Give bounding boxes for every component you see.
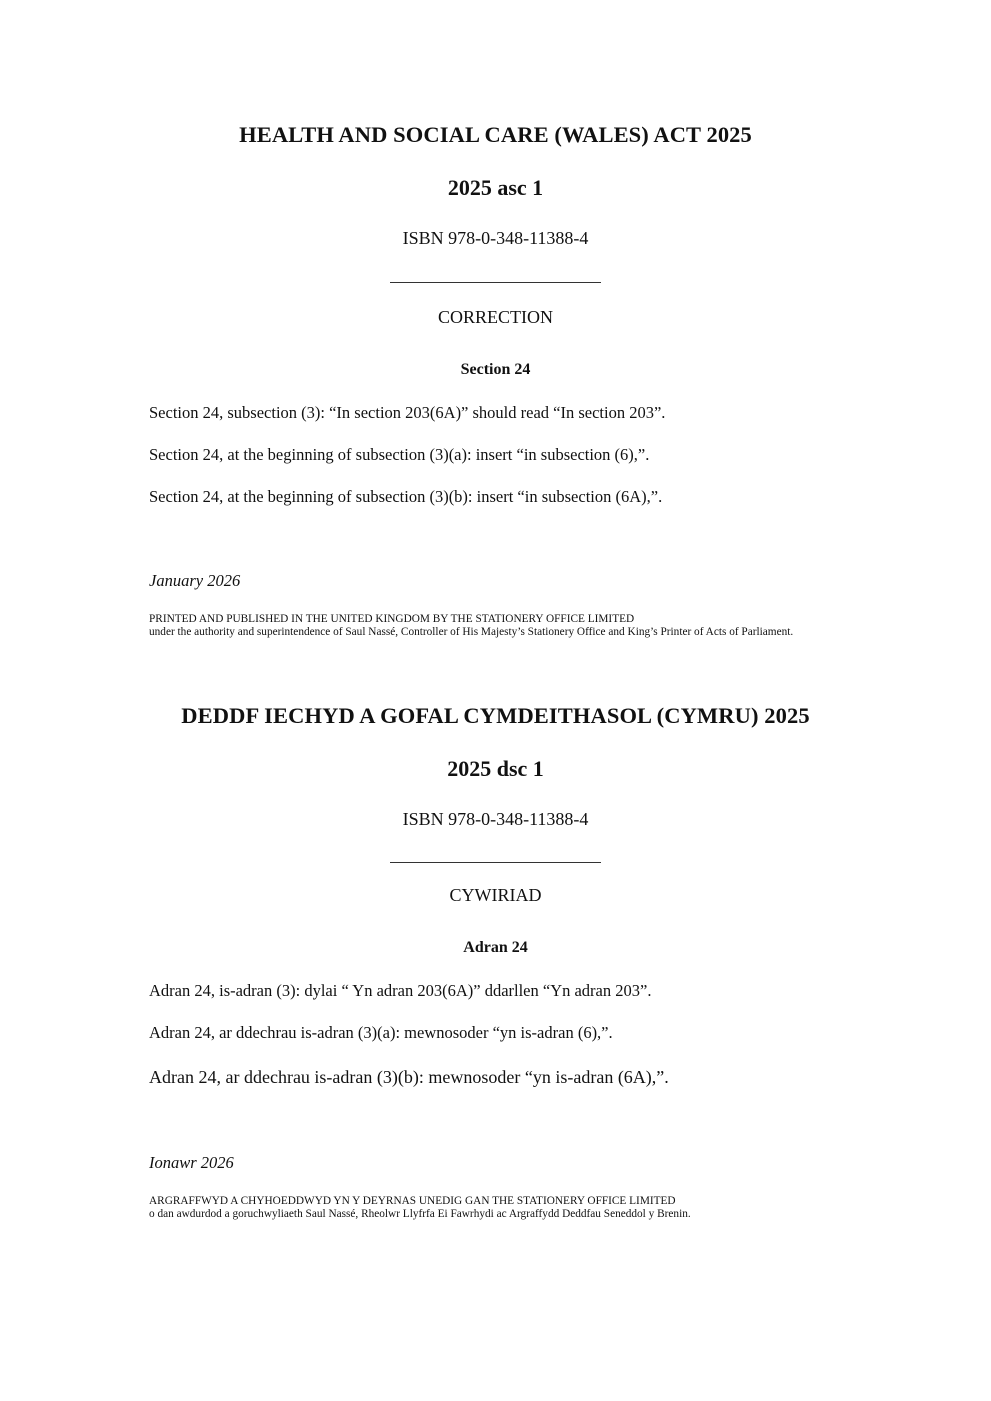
date-welsh: Ionawr 2026 [149, 1153, 234, 1172]
correction-item-english-2: Section 24, at the beginning of subsection (3)(a): insert “in subsection (6),”. [149, 445, 650, 464]
correction-item-welsh-3: Adran 24, ar ddechrau is-adran (3)(b): mewnosoder “yn is-adran (6A),”. [149, 1067, 669, 1087]
separator-rule-welsh [390, 862, 601, 863]
separator-rule-english [390, 282, 601, 283]
section-heading-welsh: Adran 24 [463, 939, 528, 956]
correction-heading-english: CORRECTION [437, 307, 553, 327]
section-heading-english: Section 24 [460, 361, 531, 378]
act-citation-welsh: 2025 dsc 1 [447, 756, 544, 781]
correction-item-english-3: Section 24, at the beginning of subsection (3)(b): insert “in subsection (6A),”. [149, 487, 663, 506]
imprint-line-1: ARGRAFFWYD A CHYHOEDDWYD YN Y DEYRNAS UNEDIG GAN THE STATIONERY OFFICE LIMITED [149, 1195, 676, 1207]
act-citation-english: 2025 asc 1 [447, 175, 544, 200]
isbn-welsh: ISBN 978-0-348-11388-4 [402, 809, 589, 829]
imprint-welsh [149, 1195, 849, 1221]
correction-item-welsh-2: Adran 24, ar ddechrau is-adran (3)(a): mewnosoder “yn is-adran (6),”. [149, 1023, 613, 1042]
imprint-english [149, 613, 849, 639]
imprint-line-2: o dan awdurdod a goruchwyliaeth Saul Nassé, Rheolwr Llyfrfa Ei Fawrhydi ac Argraffydd Deddfau Seneddol y Brenin. [149, 1208, 691, 1220]
correction-item-english-1: Section 24, subsection (3): “In section 203(6A)” should read “In section 203”. [149, 403, 666, 422]
date-english: January 2026 [149, 571, 241, 590]
imprint-line-1: PRINTED AND PUBLISHED IN THE UNITED KINGDOM BY THE STATIONERY OFFICE LIMITED [149, 613, 635, 625]
act-title-welsh: DEDDF IECHYD A GOFAL CYMDEITHASOL (CYMRU) 2025 [181, 703, 810, 728]
isbn-english: ISBN 978-0-348-11388-4 [402, 228, 589, 248]
imprint-line-2: under the authority and superintendence of Saul Nassé, Controller of His Majesty’s Stationery Office and King’s Printer of Acts of Parliament. [149, 626, 794, 638]
act-title-english: HEALTH AND SOCIAL CARE (WALES) ACT 2025 [239, 122, 752, 147]
correction-heading-welsh: CYWIRIAD [449, 885, 542, 905]
correction-item-welsh-1: Adran 24, is-adran (3): dylai “ Yn adran 203(6A)” ddarllen “Yn adran 203”. [149, 981, 652, 1000]
